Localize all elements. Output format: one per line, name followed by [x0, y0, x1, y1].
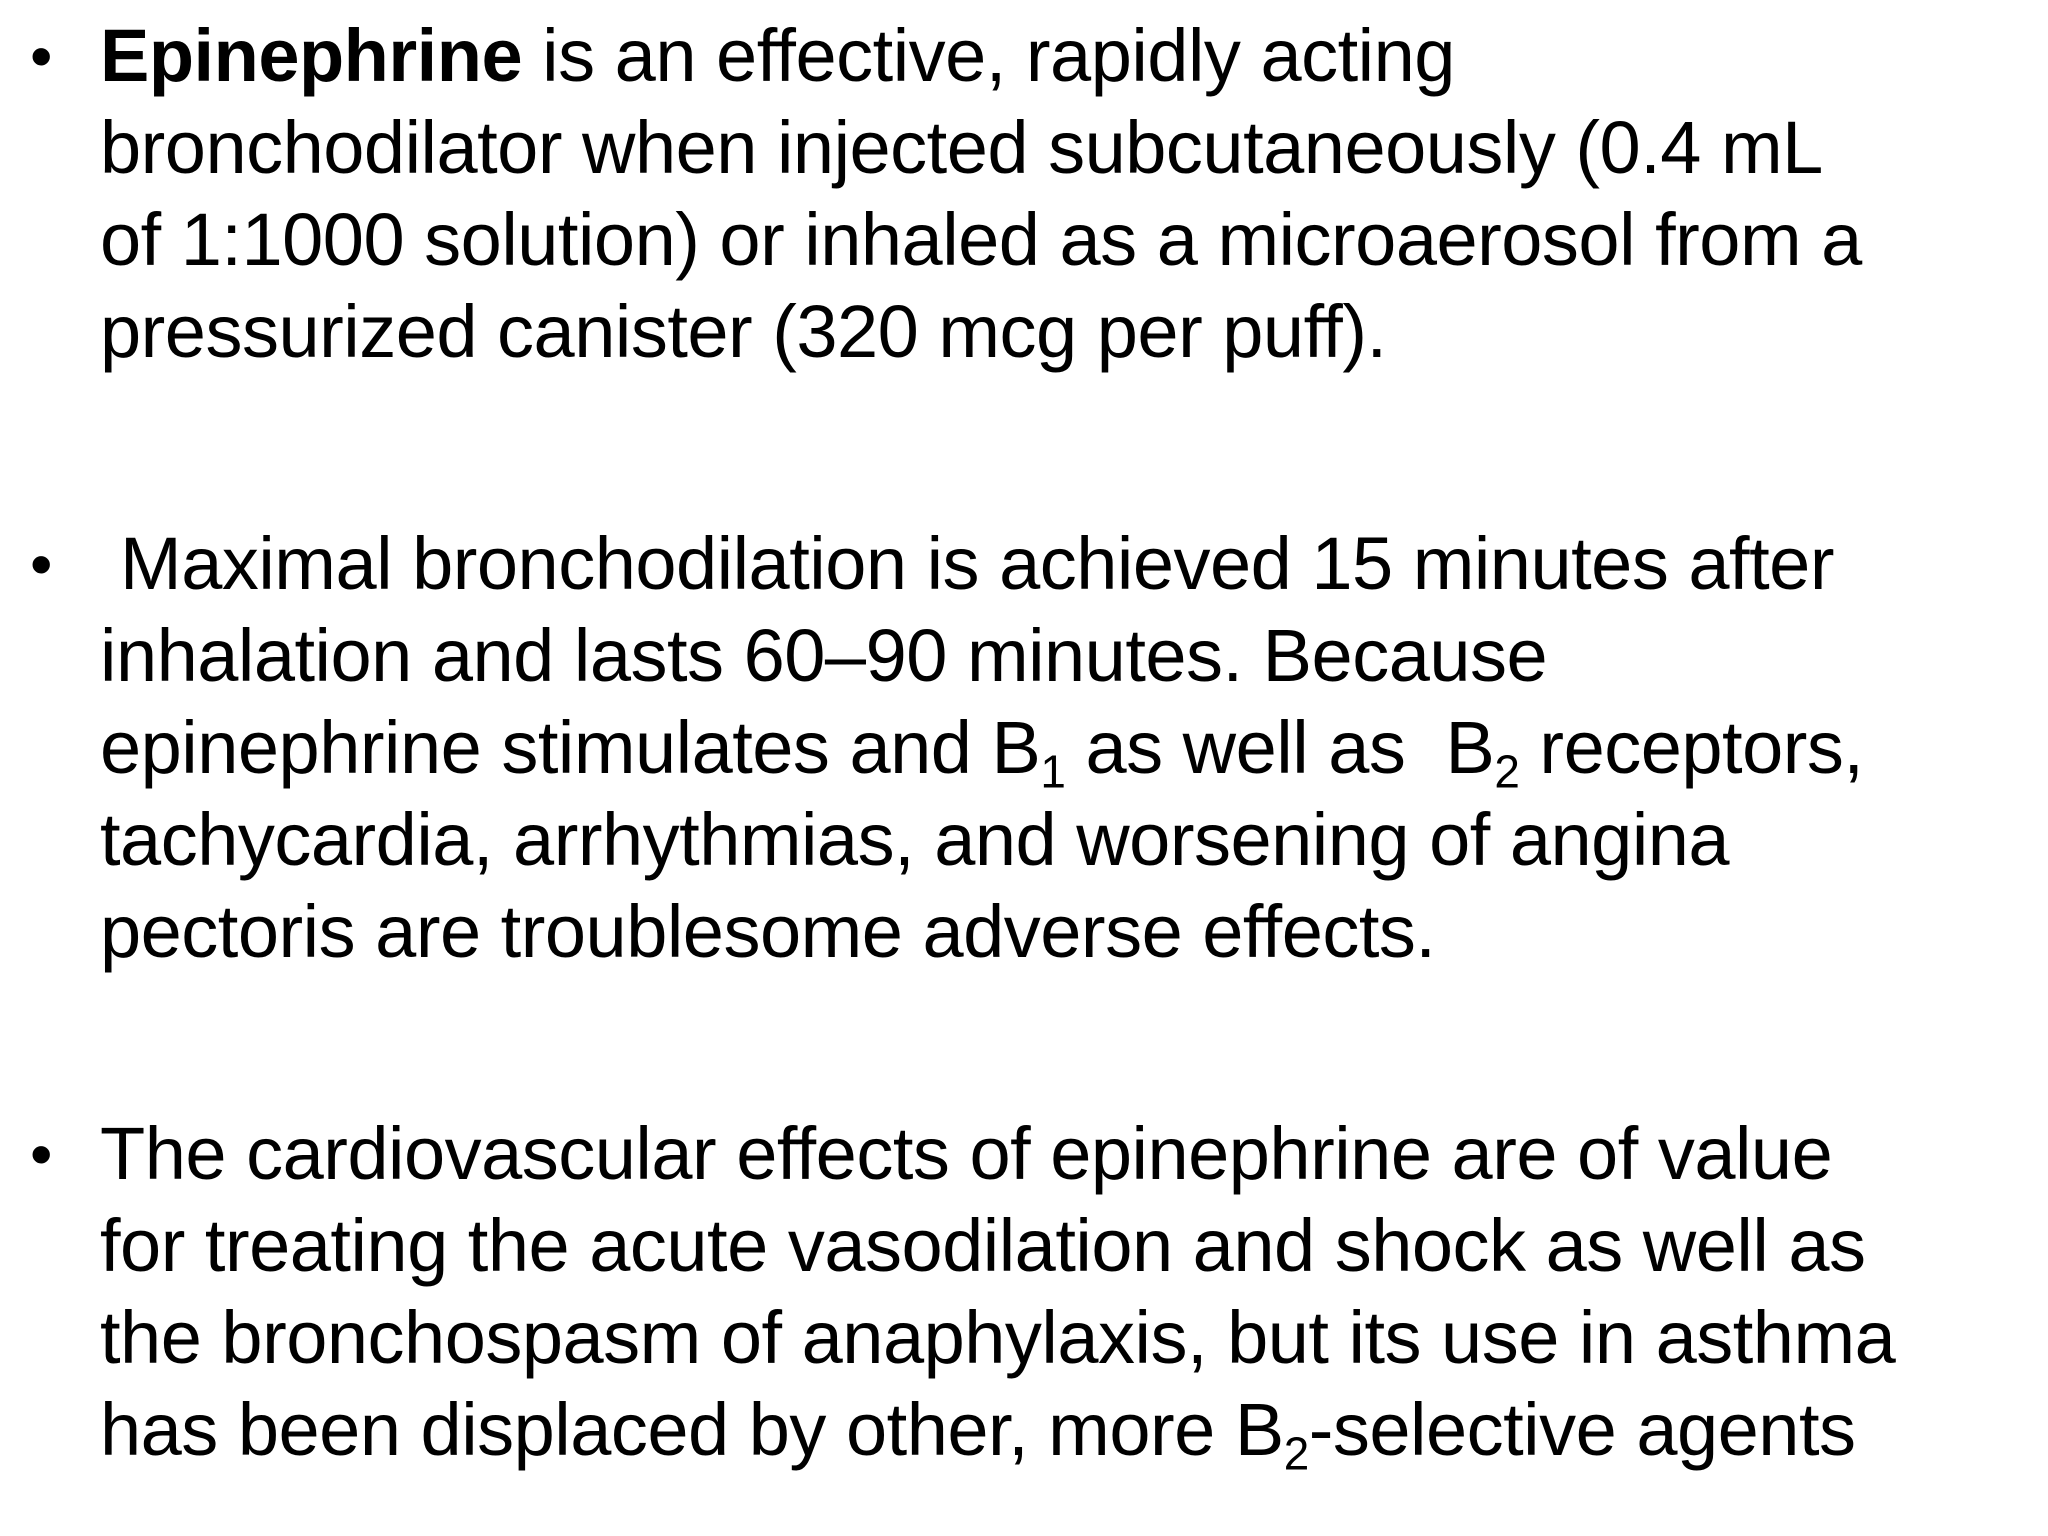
bullet-line: bronchodilator when injected subcutaneously (0.4 mL — [100, 106, 1823, 189]
line-text: -selective agents — [1308, 1388, 1856, 1471]
subscript: 2 — [1494, 745, 1520, 798]
bullet-line: pressurized canister (320 mcg per puff). — [100, 290, 1387, 373]
bullet-text — [100, 1108, 2030, 1480]
bullet-marker: • — [30, 20, 53, 92]
bullet-marker: • — [30, 1118, 53, 1190]
line-text: receptors, — [1519, 706, 1864, 789]
line-text: as well as B — [1065, 706, 1495, 789]
line-text: is an effective, rapidly acting — [522, 14, 1455, 97]
bold-term: Epinephrine — [100, 14, 523, 97]
bullet-text — [100, 10, 2030, 378]
bullet-line: The cardiovascular effects of epinephrine are of value — [100, 1112, 1833, 1195]
bullet-line: for treating the acute vasodilation and shock as well as — [100, 1204, 1866, 1287]
bullet-line: inhalation and lasts 60–90 minutes. Because — [100, 614, 1548, 697]
bullet-line: pectoris are troublesome adverse effects. — [100, 890, 1436, 973]
bullet-text — [100, 518, 2030, 978]
subscript: 2 — [1283, 1427, 1309, 1480]
line-text: epinephrine stimulates and B — [100, 706, 1041, 789]
line-text: has been displaced by other, more B — [100, 1388, 1284, 1471]
subscript: 1 — [1040, 745, 1066, 798]
bullet-line: the bronchospasm of anaphylaxis, but its use in asthma — [100, 1296, 1896, 1379]
bullet-line — [100, 1384, 2030, 1480]
bullet-line: tachycardia, arrhythmias, and worsening of angina — [100, 798, 1730, 881]
bullet-line — [100, 10, 2030, 102]
bullet-line: Maximal bronchodilation is achieved 15 minutes after — [100, 522, 1834, 605]
bullet-line — [100, 702, 2030, 798]
bullet-line: of 1:1000 solution) or inhaled as a microaerosol from a — [100, 198, 1862, 281]
bullet-marker: • — [30, 528, 53, 600]
